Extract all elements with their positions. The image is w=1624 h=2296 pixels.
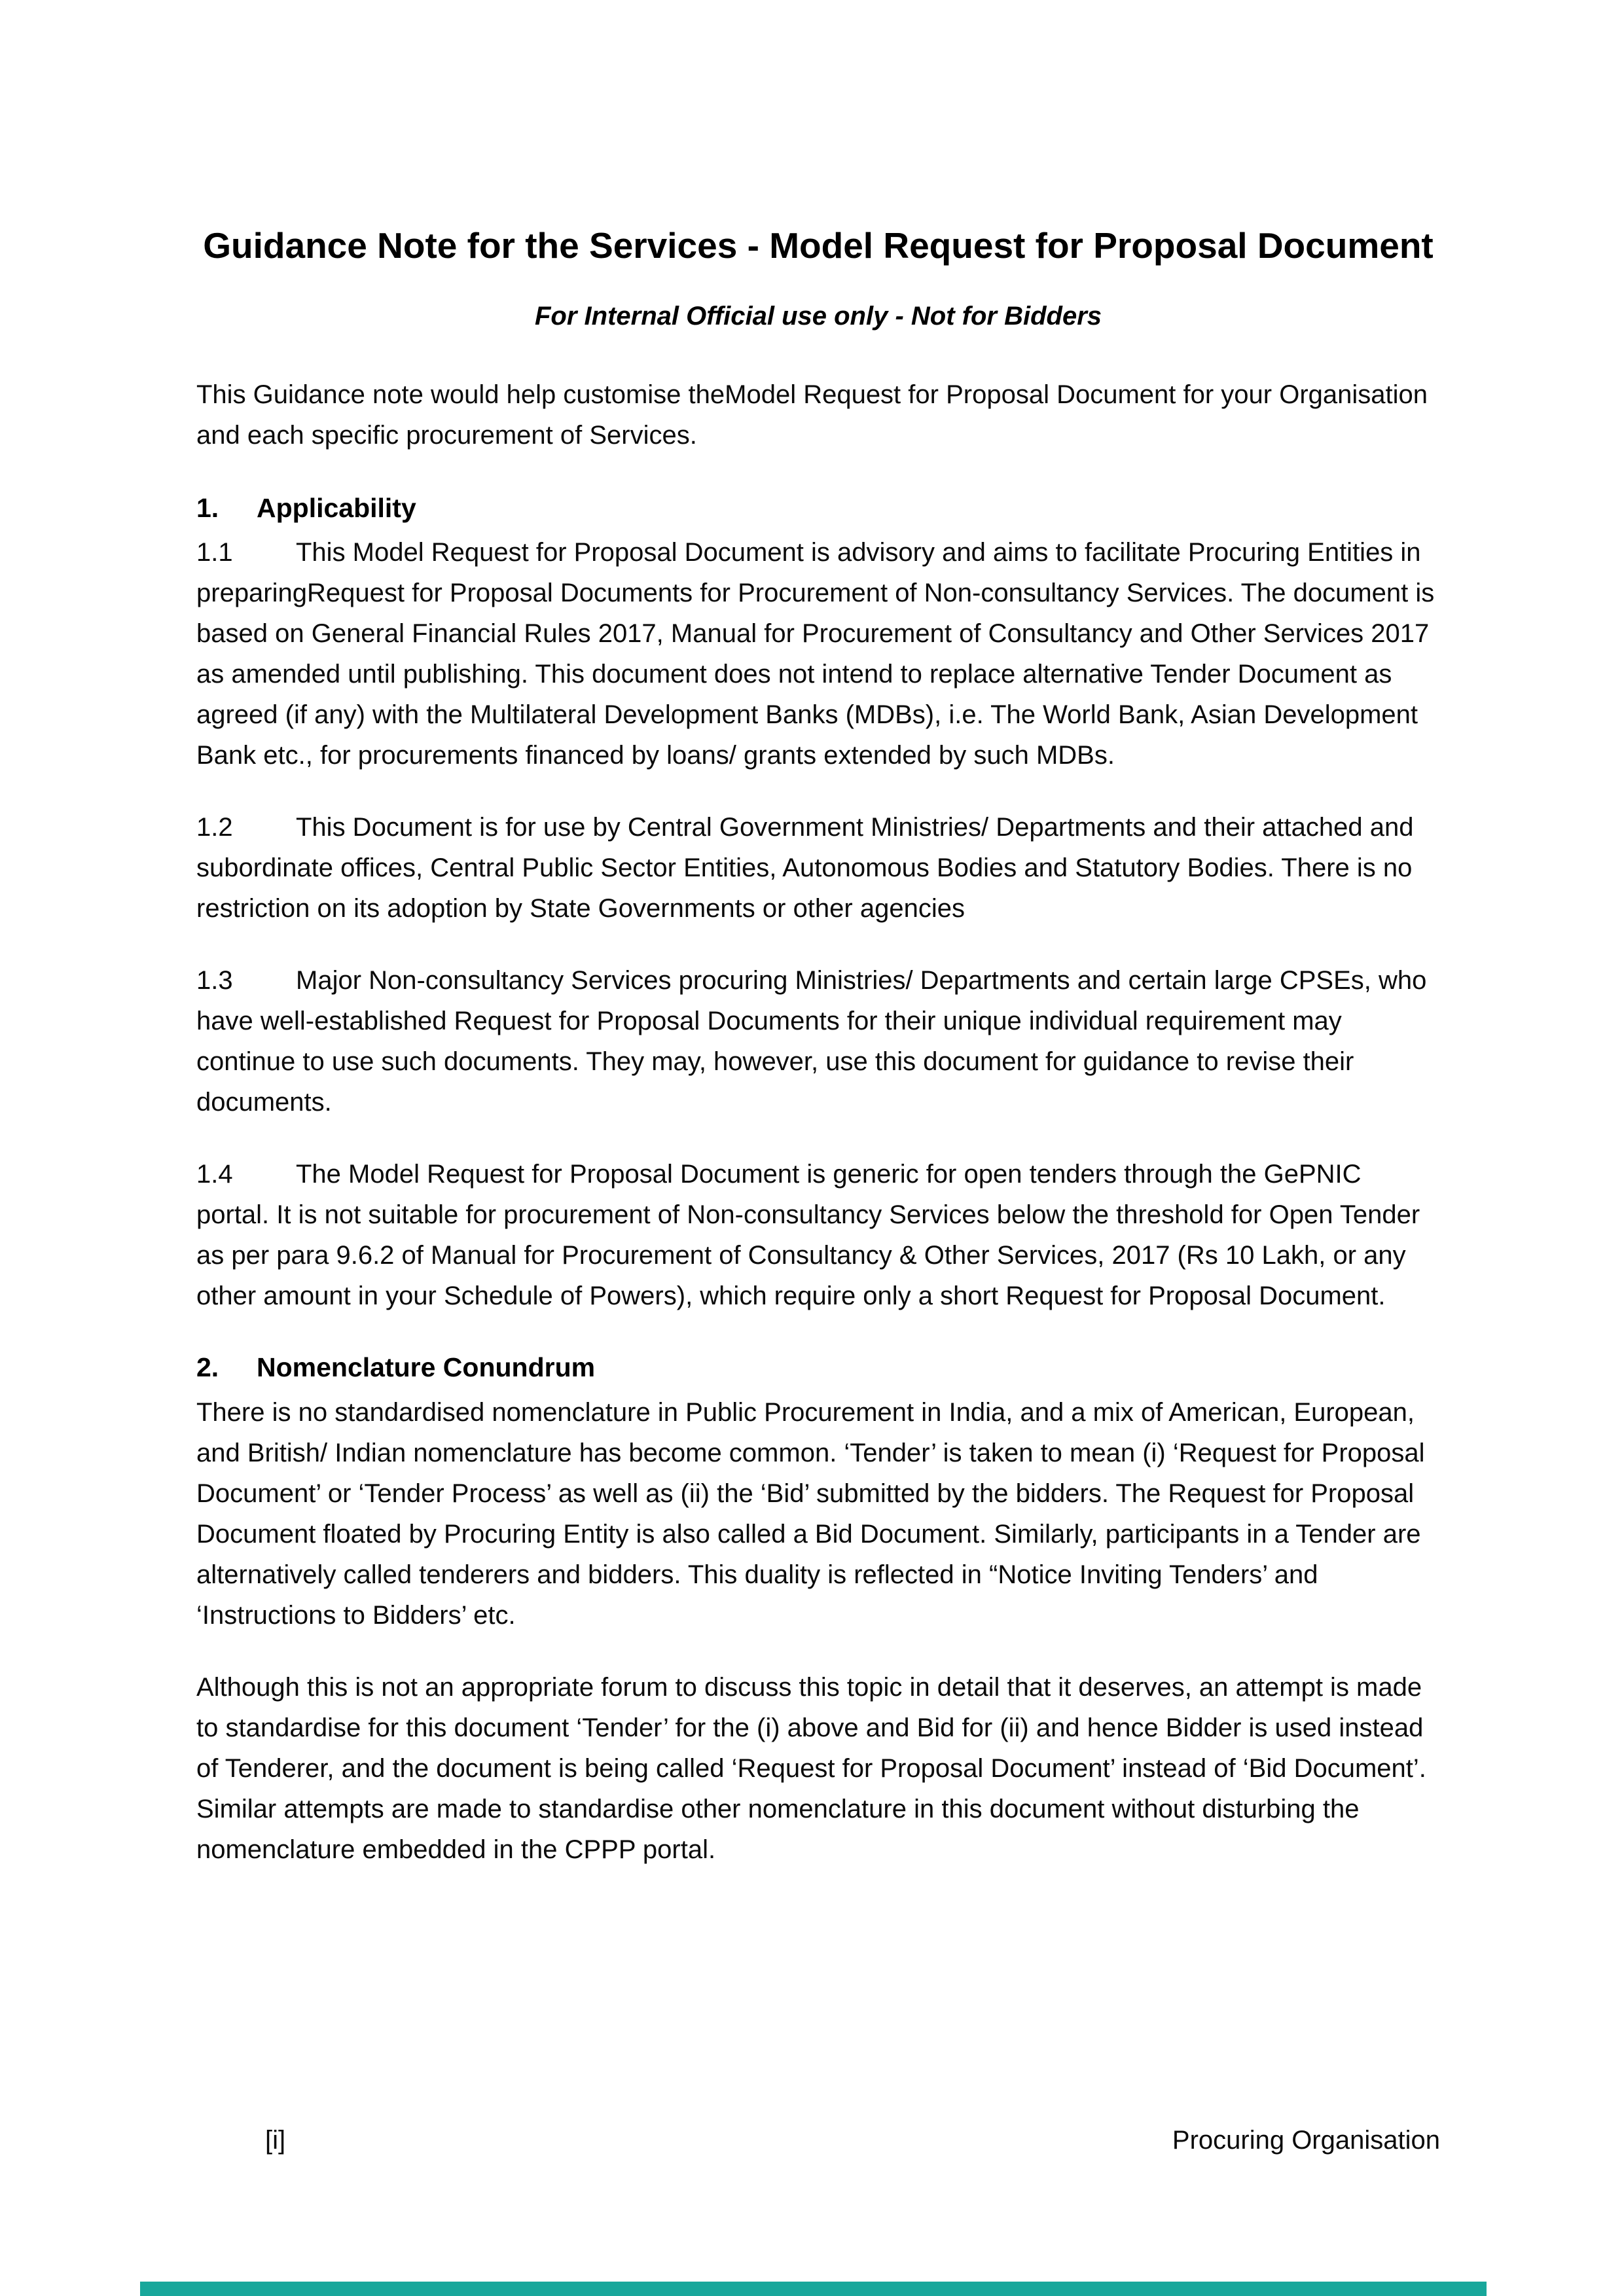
section-heading-2 [196,1348,1440,1388]
paragraph-text: There is no standardised nomenclature in Public Procurement in India, and a mix of American, European, and British/ Indian nomenclature has become common. ‘Tender’ is taken to mean (i) ‘Request for Proposal Document’ or ‘Tender Process’ as well as (ii) the ‘Bid’ submitted by the bidders. The Request for Proposal Document floated by Procuring Entity is also called a Bid Document. Similarly, participants in a Tender are alternatively called tenderers and bidders. This duality is reflected in “Notice Inviting Tenders’ and ‘Instructions to Bidders’ etc. [196,1397,1425,1630]
paragraph-1-1 [196,532,1440,776]
paragraph-text: This Document is for use by Central Government Ministries/ Departments and their attached and subordinate offices, Central Public Sector Entities, Autonomous Bodies and Statutory Bodies. There is no restriction on its adoption by State Governments or other agencies [196,813,1414,924]
section-applicability [196,488,1440,1317]
paragraph-label: 1.1 [196,538,233,567]
section-title: Nomenclature Conundrum [257,1352,596,1383]
footer-page-number: [i] [265,2126,286,2155]
document-subtitle: For Internal Official use only - Not for Bidders [534,301,1102,331]
paragraph-text: This Model Request for Proposal Document is advisory and aims to facilitate Procuring Entities in preparingRequest for Proposal Documents for Procurement of Non-consultancy Services. The document is based on General Financial Rules 2017, Manual for Procurement of Consultancy and Other Services 2017 as amended until publishing. This document does not intend to replace alternative Tender Document as agreed (if any) with the Multilateral Development Banks (MDBs), i.e. The World Bank, Asian Development Bank etc., for procurements financed by loans/ grants extended by such MDBs. [196,538,1435,770]
section-number: 1. [196,492,219,523]
paragraph-2-1 [196,1392,1440,1636]
paragraph-2-2 [196,1667,1440,1870]
paragraph-text: The Model Request for Proposal Document is generic for open tenders through the GePNIC portal. It is not suitable for procurement of Non-consultancy Services below the threshold for Open Tender as per para 9.6.2 of Manual for Procurement of Consultancy & Other Services, 2017 (Rs 10 Lakh, or any other amount in your Schedule of Powers), which require only a short Request for Proposal Document. [196,1160,1420,1311]
paragraph-1-3 [196,960,1440,1122]
section-number: 2. [196,1352,219,1383]
paragraph-label: 1.4 [196,1160,233,1189]
paragraph-text: Major Non-consultancy Services procuring Ministries/ Departments and certain large CPSEs, who have well-established Request for Proposal Documents for their unique individual requirement may continue to use such documents. They may, however, use this document for guidance to revise their documents. [196,966,1427,1117]
paragraph-1-2 [196,807,1440,929]
paragraph-label: 1.2 [196,813,233,842]
paragraph-label: 1.3 [196,966,233,996]
section-nomenclature [196,1348,1440,1870]
footer-organisation: Procuring Organisation [1172,2126,1440,2155]
section-heading-1 [196,488,1440,529]
paragraph-text: Although this is not an appropriate forum to discuss this topic in detail that it deserves, an attempt is made to standardise for this document ‘Tender’ for the (i) above and Bid for (ii) and hence Bidder is used instead of Tenderer, and the document is being called ‘Request for Proposal Document’ instead of ‘Bid Document’. Similar attempts are made to standardise other nomenclature in this document without disturbing the nomenclature embedded in the CPPP portal. [196,1672,1426,1864]
paragraph-1-4 [196,1154,1440,1316]
intro-paragraph: This Guidance note would help customise theModel Request for Proposal Document for your Organisation and each specific procurement of Services. [196,380,1428,450]
section-title: Applicability [257,492,416,523]
document-title: Guidance Note for the Services - Model Request for Proposal Document [203,225,1434,266]
page-footer [265,2123,1440,2157]
footer-accent-bar [140,2282,1487,2296]
